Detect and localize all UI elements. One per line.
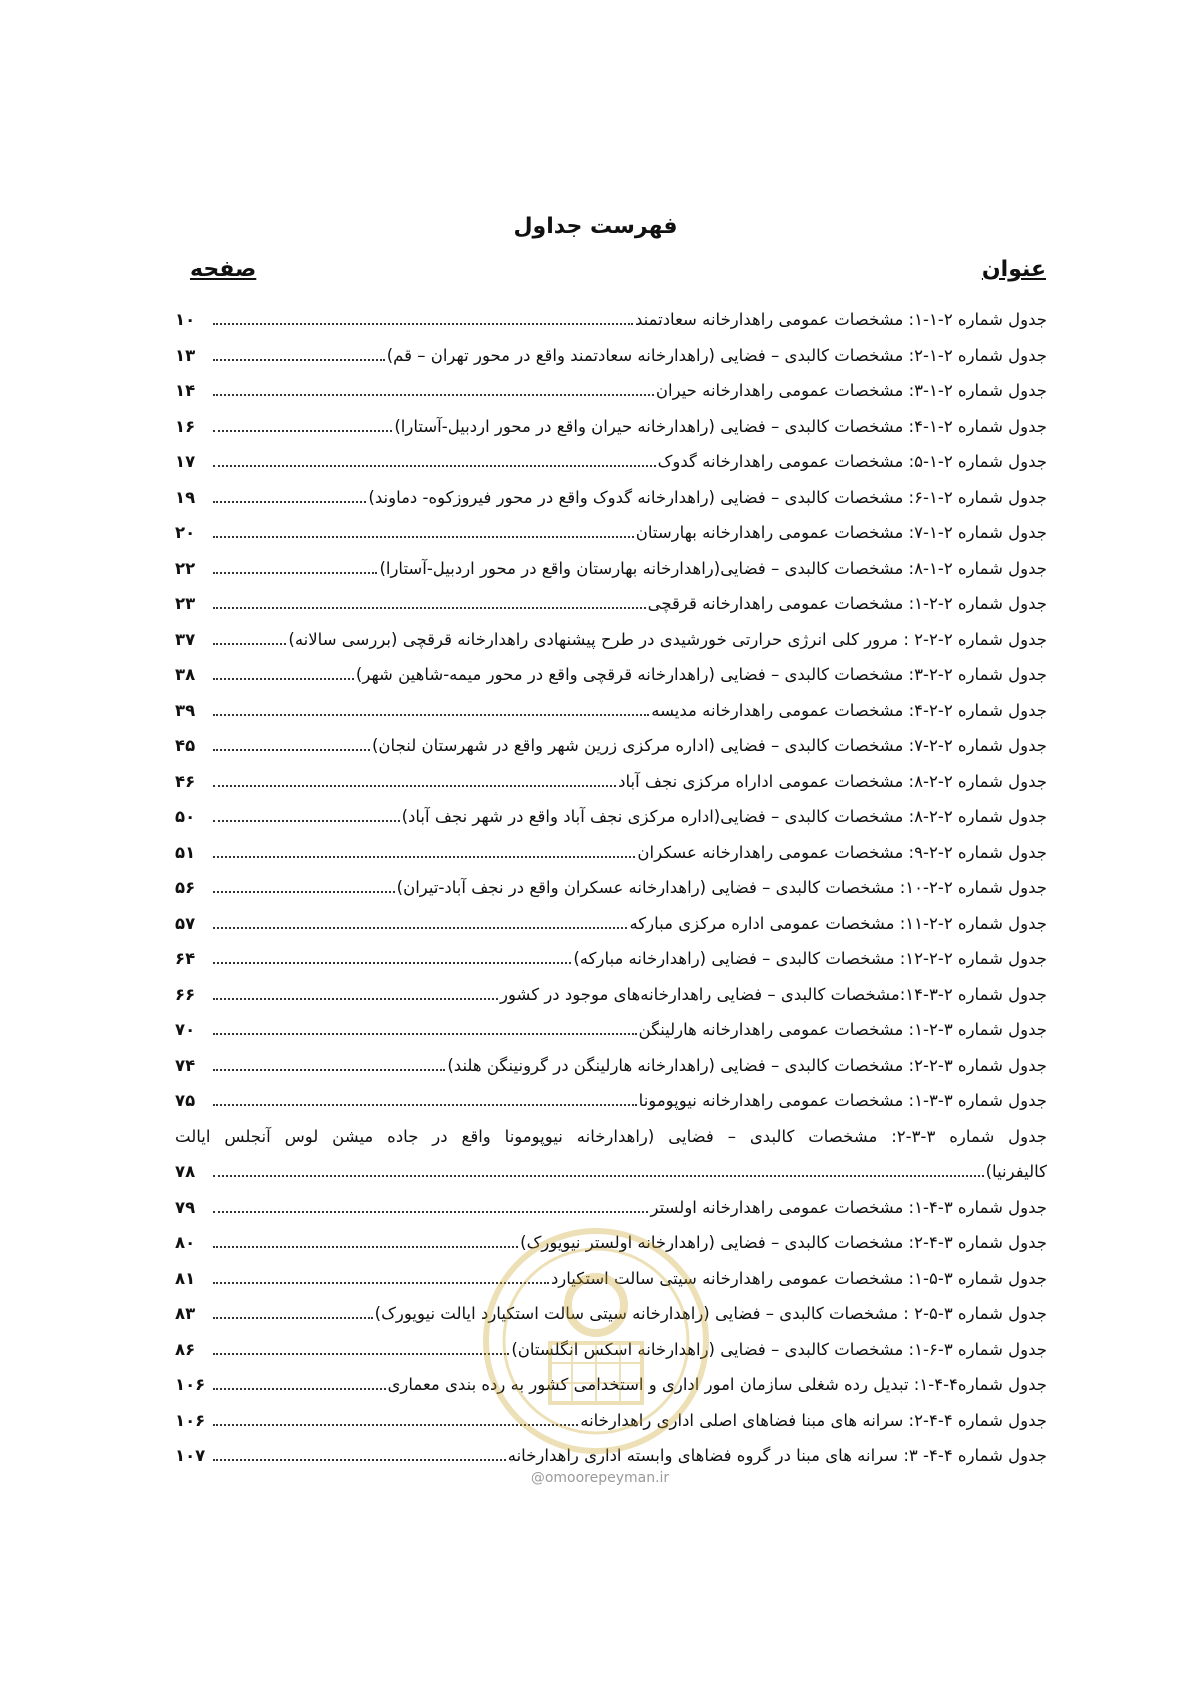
dot-leader bbox=[213, 1067, 445, 1071]
dot-leader bbox=[213, 1244, 518, 1248]
toc-entry-title: جدول شماره ۲-۲-۱۱: مشخصات عمومی اداره مرکزی مبارکه bbox=[629, 913, 1047, 933]
toc-entry-page: ۱۷ bbox=[175, 452, 196, 472]
toc-entry[interactable] bbox=[175, 1083, 1047, 1119]
toc-entry[interactable] bbox=[175, 586, 1047, 622]
toc-entry[interactable] bbox=[175, 1119, 1047, 1190]
toc-entry[interactable] bbox=[175, 409, 1047, 445]
toc-entry[interactable] bbox=[175, 657, 1047, 693]
toc-entry-title: جدول شماره ۲-۲-۳: مشخصات کالبدی – فضایی (راهدارخانه قرقچی واقع در محور میمه-شاهین شهر) bbox=[355, 665, 1047, 685]
toc-entry-page: ۶۶ bbox=[175, 984, 196, 1004]
toc-entry-page: ۲۰ bbox=[175, 523, 196, 543]
toc-entry-page: ۵۰ bbox=[175, 807, 196, 827]
dot-leader bbox=[213, 1173, 984, 1177]
dot-leader bbox=[213, 1386, 386, 1390]
dot-leader bbox=[213, 321, 633, 325]
toc-entry-page: ۷۴ bbox=[175, 1055, 196, 1075]
toc-entry-page: ۱۹ bbox=[175, 487, 196, 507]
toc-entry-page: ۴۶ bbox=[175, 771, 196, 791]
toc-entry[interactable] bbox=[175, 764, 1047, 800]
toc-entry-title: جدول شماره ۲-۱-۱: مشخصات عمومی راهدارخانه سعادتمند bbox=[634, 310, 1047, 330]
toc-entry[interactable] bbox=[175, 977, 1047, 1013]
dot-leader bbox=[213, 925, 627, 929]
toc-entry-title: جدول شماره ۲-۲-۱: مشخصات عمومی راهدارخانه قرقچی bbox=[647, 594, 1047, 614]
dot-leader bbox=[213, 1315, 373, 1319]
toc-entry-title: جدول شماره ۲-۱-۵: مشخصات عمومی راهدارخانه گدوک bbox=[657, 452, 1047, 472]
dot-leader bbox=[213, 1031, 637, 1035]
toc-entry-page: ۸۶ bbox=[175, 1339, 196, 1359]
toc-entry[interactable] bbox=[175, 870, 1047, 906]
toc-entry-title: جدول شماره۴-۴-۱: تبدیل رده شغلی سازمان امور اداری و استخدامی کشور به رده بندی معماری bbox=[387, 1375, 1047, 1395]
dot-leader bbox=[213, 783, 616, 787]
toc-entry-title: جدول شماره ۲-۱-۷: مشخصات عمومی راهدارخانه بهارستان bbox=[635, 523, 1047, 543]
toc-entry[interactable] bbox=[175, 693, 1047, 729]
toc-entry-title: جدول شماره ۳-۴-۲: مشخصات کالبدی – فضایی (راهدارخانه اولستر نیویورک) bbox=[520, 1233, 1047, 1253]
dot-leader bbox=[213, 960, 571, 964]
toc-entry-page: ۱۶ bbox=[175, 416, 196, 436]
toc-entry-title: جدول شماره ۲-۲-۴: مشخصات عمومی راهدارخانه مدیسه bbox=[651, 700, 1047, 720]
toc-entry-page: ۸۱ bbox=[175, 1268, 196, 1288]
toc-entry[interactable] bbox=[175, 1048, 1047, 1084]
toc-entry-title: جدول شماره ۳-۵-۱: مشخصات عمومی راهدارخانه سیتی سالت استکیارد bbox=[550, 1268, 1047, 1288]
toc-entry-page: ۷۰ bbox=[175, 1020, 196, 1040]
dot-leader bbox=[213, 996, 498, 1000]
toc-entry-title: جدول شماره ۲-۲-۱۲: مشخصات کالبدی – فضایی (راهدارخانه مبارکه) bbox=[573, 949, 1047, 969]
toc-entry-title: جدول شماره ۴-۴-۲: سرانه های مبنا فضاهای اصلی اداری راهدارخانه bbox=[580, 1410, 1047, 1430]
toc-entry-title: جدول شماره ۲-۳-۱۴:مشخصات کالبدی – فضایی راهدارخانه‌های موجود در کشور bbox=[500, 984, 1047, 1004]
toc-entry[interactable] bbox=[175, 622, 1047, 658]
toc-entry-page: ۲۲ bbox=[175, 558, 196, 578]
toc-entry[interactable] bbox=[175, 444, 1047, 480]
dot-leader bbox=[213, 641, 286, 645]
toc-entry-page: ۴۵ bbox=[175, 736, 196, 756]
toc-entry-title: جدول شماره ۲-۲-۸: مشخصات کالبدی – فضایی(اداره مرکزی نجف آباد واقع در شهر نجف آباد) bbox=[401, 807, 1047, 827]
page-title: فهرست جداول bbox=[513, 214, 678, 239]
dot-leader bbox=[213, 676, 354, 680]
toc-entry-page: ۷۵ bbox=[175, 1091, 196, 1111]
toc-entry[interactable] bbox=[175, 373, 1047, 409]
dot-leader bbox=[213, 818, 400, 822]
toc-entry[interactable] bbox=[175, 941, 1047, 977]
toc-entry-title: جدول شماره ۳-۲-۲: مشخصات کالبدی – فضایی (راهدارخانه هارلینگن در گرونینگن هلند) bbox=[447, 1055, 1047, 1075]
dot-leader bbox=[213, 1457, 506, 1461]
toc-entry-page: ۷۹ bbox=[175, 1197, 196, 1217]
toc-entry[interactable] bbox=[175, 338, 1047, 374]
toc-entry[interactable] bbox=[175, 906, 1047, 942]
toc-entry-page: ۱۰۷ bbox=[175, 1446, 206, 1466]
dot-leader bbox=[213, 428, 392, 432]
toc-entry[interactable] bbox=[175, 1012, 1047, 1048]
toc-entry[interactable] bbox=[175, 799, 1047, 835]
toc-entry-title-continued: کالیفرنیا) bbox=[985, 1162, 1047, 1182]
toc-entry-page: ۳۹ bbox=[175, 700, 196, 720]
dot-leader bbox=[213, 747, 370, 751]
dot-leader bbox=[213, 712, 649, 716]
toc-entry-title: جدول شماره ۳-۳-۲: مشخصات کالبدی – فضایی (راهدارخانه نیوپومونا واقع در جاده میشن لوس آنجلس ایالت bbox=[175, 1126, 1047, 1146]
toc-entry-title: جدول شماره ۲-۲-۱۰: مشخصات کالبدی – فضایی (راهدارخانه عسکران واقع در نجف آباد-تیران) bbox=[396, 878, 1047, 898]
dot-leader bbox=[213, 499, 366, 503]
toc-entry-page: ۱۰ bbox=[175, 310, 196, 330]
dot-leader bbox=[213, 570, 377, 574]
toc-entry-page: ۶۴ bbox=[175, 949, 196, 969]
toc-entry[interactable] bbox=[175, 302, 1047, 338]
toc-entry-title: جدول شماره ۳-۴-۱: مشخصات عمومی راهدارخانه اولستر bbox=[650, 1197, 1047, 1217]
dot-leader bbox=[213, 534, 634, 538]
toc-entry-title: جدول شماره ۳-۲-۱: مشخصات عمومی راهدارخانه هارلینگن bbox=[638, 1020, 1047, 1040]
toc-entry[interactable] bbox=[175, 835, 1047, 871]
toc-entry-title: جدول شماره ۳-۵-۲ : مشخصات کالبدی – فضایی (راهدارخانه سیتی سالت استکیارد ایالت نیویورک) bbox=[374, 1304, 1047, 1324]
toc-entry-title: جدول شماره ۲-۱-۲: مشخصات کالبدی – فضایی (راهدارخانه سعادتمند واقع در محور تهران – قم) bbox=[386, 345, 1047, 365]
toc-entry-page: ۵۷ bbox=[175, 913, 196, 933]
toc-entry-page: ۲۳ bbox=[175, 594, 196, 614]
dot-leader bbox=[213, 1351, 509, 1355]
toc-entry-title: جدول شماره ۴-۴- ۳: سرانه های مبنا در گروه فضاهای وابسته اداری راهدارخانه bbox=[507, 1446, 1047, 1466]
toc-entry-title: جدول شماره ۲-۱-۳: مشخصات عمومی راهدارخانه حیران bbox=[655, 381, 1047, 401]
toc-entry[interactable] bbox=[175, 480, 1047, 516]
dot-leader bbox=[213, 889, 395, 893]
toc-entry-title: جدول شماره ۲-۲-۲ : مرور کلی انرژی حرارتی خورشیدی در طرح پیشنهادی راهدارخانه قرقچی (بررسی سالانه) bbox=[288, 629, 1047, 649]
toc-entry-page: ۱۴ bbox=[175, 381, 196, 401]
toc-entry-title: جدول شماره ۳-۳-۱: مشخصات عمومی راهدارخانه نیوپومونا bbox=[638, 1091, 1047, 1111]
toc-entry-page: ۸۰ bbox=[175, 1233, 196, 1253]
toc-entry-title: جدول شماره ۲-۲-۷: مشخصات کالبدی – فضایی (اداره مرکزی زرین شهر واقع در شهرستان لنجان) bbox=[372, 736, 1047, 756]
dot-leader bbox=[213, 1209, 648, 1213]
toc-entry[interactable] bbox=[175, 728, 1047, 764]
watermark-logo-icon bbox=[480, 1225, 712, 1457]
toc-entry-page: ۳۸ bbox=[175, 665, 196, 685]
column-heading-title: عنوان bbox=[981, 257, 1046, 282]
toc-entry-title: جدول شماره ۲-۱-۸: مشخصات کالبدی – فضایی(راهدارخانه بهارستان واقع در محور اردبیل-آستارا) bbox=[379, 558, 1047, 578]
toc-entry-title: جدول شماره ۳-۶-۱: مشخصات کالبدی – فضایی (راهدارخانه اسکس انگلستان) bbox=[511, 1339, 1047, 1359]
dot-leader bbox=[213, 392, 654, 396]
column-heading-page: صفحه bbox=[190, 257, 257, 282]
toc-entry-title: جدول شماره ۲-۲-۸: مشخصات عمومی اداراه مرکزی نجف آباد bbox=[618, 771, 1047, 791]
watermark-text: @omoorepeyman.ir bbox=[530, 1470, 670, 1486]
toc-entry-page: ۱۰۶ bbox=[175, 1410, 206, 1430]
dot-leader bbox=[213, 1102, 637, 1106]
dot-leader bbox=[213, 357, 385, 361]
toc-entry[interactable] bbox=[175, 1190, 1047, 1226]
dot-leader bbox=[213, 854, 635, 858]
toc-entry-page: ۱۳ bbox=[175, 345, 196, 365]
toc-entry[interactable] bbox=[175, 515, 1047, 551]
toc-entry-page: ۳۷ bbox=[175, 629, 196, 649]
toc-entry-page: ۵۶ bbox=[175, 878, 196, 898]
toc-entry-title: جدول شماره ۲-۲-۹: مشخصات عمومی راهدارخانه عسکران bbox=[637, 842, 1047, 862]
toc-entry-title: جدول شماره ۲-۱-۴: مشخصات کالبدی – فضایی (راهدارخانه حیران واقع در محور اردبیل-آستارا) bbox=[394, 416, 1047, 436]
toc-entry-page: ۷۸ bbox=[175, 1162, 196, 1182]
toc-entry-page: ۸۳ bbox=[175, 1304, 196, 1324]
toc-entry-page: ۱۰۶ bbox=[175, 1375, 206, 1395]
toc-entry-title: جدول شماره ۲-۱-۶: مشخصات کالبدی – فضایی (راهدارخانه گدوک واقع در محور فیروزکوه- دماوند) bbox=[368, 487, 1047, 507]
toc-entry-page: ۵۱ bbox=[175, 842, 196, 862]
dot-leader bbox=[213, 463, 656, 467]
dot-leader bbox=[213, 605, 646, 609]
toc-entry[interactable] bbox=[175, 551, 1047, 587]
